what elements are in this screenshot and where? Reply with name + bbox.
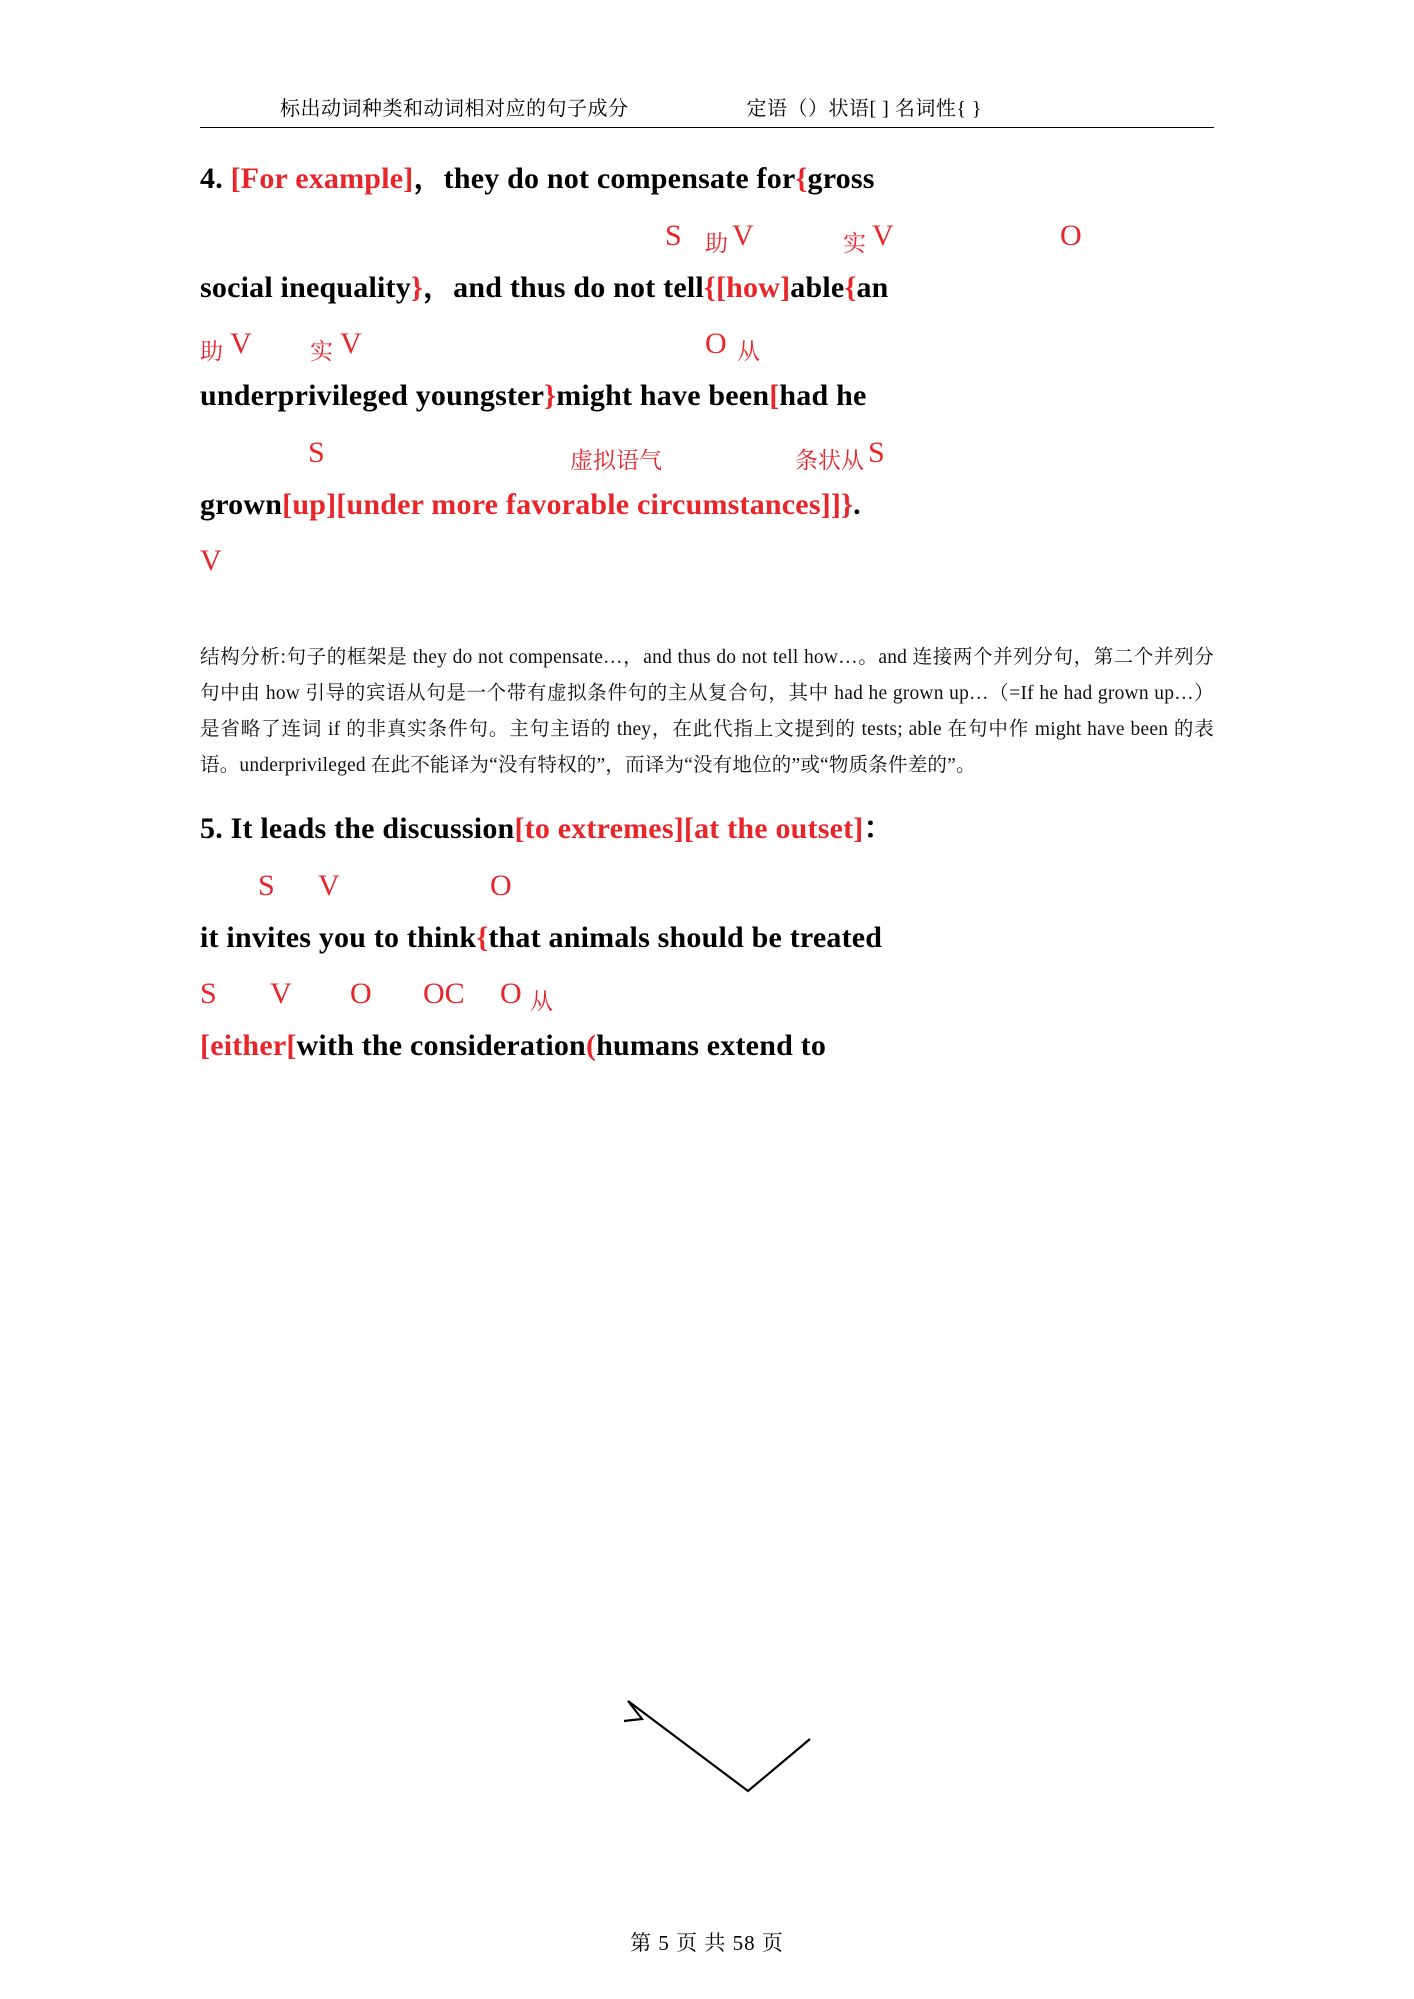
bracket-phrase: [For example] <box>230 162 414 195</box>
annotation-V: V <box>318 868 340 902</box>
annotation-S: S <box>868 435 885 469</box>
plain-text: underprivileged youngster <box>200 379 545 412</box>
bracket-phrase: [either[ <box>200 1029 297 1063</box>
header-right-legend: 定语（）状语[ ] 名词性{ } <box>746 98 983 120</box>
annotation-V: V <box>872 218 894 252</box>
bracket-phrase: [how] <box>715 270 791 304</box>
plain-text: able <box>790 270 845 304</box>
plain-text: ，and thus do not tell <box>422 270 704 304</box>
plain-text: gross <box>807 162 875 195</box>
bracket-phrase: [to extremes][at the outset] <box>514 812 864 846</box>
annotation-subjunctive: 虚拟语气 <box>570 447 662 473</box>
annotation-V: V <box>340 327 362 360</box>
annotation-row <box>200 414 1214 488</box>
sentence-block-5 <box>200 812 1214 1064</box>
sentence-line <box>200 271 1214 306</box>
plain-text: humans extend to <box>596 1029 827 1063</box>
item-number-4: 4. <box>200 162 231 195</box>
handdrawn-arrow-icon <box>620 1695 880 1815</box>
annotation-O: O <box>1060 218 1082 252</box>
plain-text: an <box>856 270 889 304</box>
annotation-S: S <box>200 977 217 1011</box>
annotation-O: O <box>500 977 522 1011</box>
annotation-O: O <box>350 977 372 1011</box>
header-left-text: 标出动词种类和动词相对应的句子成分 <box>280 98 629 120</box>
annotation-V: V <box>270 977 292 1011</box>
plain-text: it invites you to think <box>200 920 477 954</box>
annotation-O: O <box>705 327 727 360</box>
annotation-notional: 实 <box>843 230 866 256</box>
plain-text: . <box>853 487 861 521</box>
annotation-clause: 从 <box>737 339 760 364</box>
brace-close: } <box>841 487 854 521</box>
annotation-O: O <box>490 868 512 902</box>
annotation-V: V <box>230 327 252 360</box>
annotation-S: S <box>258 868 275 902</box>
annotation-row <box>200 955 1214 1029</box>
annotation-row <box>200 197 1214 271</box>
annotation-S: S <box>665 218 682 252</box>
annotation-OC: OC <box>423 977 465 1011</box>
sentence-line <box>200 812 1214 847</box>
brace-close: } <box>544 379 557 412</box>
annotation-clause: 从 <box>530 989 553 1015</box>
plain-text: ： <box>863 812 894 846</box>
plain-text: had he <box>779 379 867 412</box>
annotation-V: V <box>200 544 222 577</box>
structure-analysis-text: 结构分析:句子的框架是 they do not compensate…，and thus do not tell how…。and 连接两个并列分句，第二个并列分句中由 how 引导的宾语从句是一个带有虚拟条件句的主从复合句，其中 had he grown up…（=If he had grown up…）是省略了连词 if 的非真实条件句。主句主语的 they，在此代指上文提到的 tests; able 在句中作 might have been 的表语。underprivileged 在此不能译为“没有特权的”，而译为“没有地位的”或“物质条件差的”。 <box>200 647 1214 777</box>
sentence-line <box>200 379 1214 414</box>
sentence-line <box>200 488 1214 523</box>
annotation-row <box>200 847 1214 921</box>
annotation-row <box>200 305 1214 379</box>
brace-open: { <box>844 270 857 304</box>
plain-text: grown <box>200 487 283 521</box>
brace-close: } <box>410 270 423 304</box>
plain-text: ，they do not compensate for <box>413 162 796 195</box>
plain-text: with the consideration <box>296 1029 586 1063</box>
annotation-conditional-clause: 条状从 <box>795 447 864 473</box>
brace-open: { <box>703 270 716 304</box>
sentence-line <box>200 162 1214 197</box>
bracket-phrase: [up][under more favorable circumstances]] <box>282 487 842 521</box>
plain-text: social inequality <box>200 270 411 304</box>
page-header <box>200 0 1214 121</box>
sentence-block-4 <box>200 162 1214 784</box>
page-footer: 第 5 页 共 58 页 <box>630 1931 784 1955</box>
item-number-5: 5. It leads the discussion <box>200 812 515 846</box>
paren-open: ( <box>585 1029 597 1063</box>
sentence-line <box>200 921 1214 956</box>
annotation-notional: 实 <box>310 339 333 364</box>
brace-open: { <box>476 920 489 954</box>
brace-open: { <box>795 162 808 195</box>
annotation-aux: 助 <box>200 339 223 364</box>
plain-text: might have been <box>556 379 770 412</box>
annotation-aux: 助 <box>705 230 728 256</box>
bracket-open: [ <box>769 379 780 412</box>
annotation-V: V <box>732 218 754 252</box>
header-divider <box>200 127 1214 128</box>
annotation-row <box>200 522 1214 596</box>
document-body <box>200 162 1214 1064</box>
sentence-line <box>200 1029 1214 1064</box>
annotation-S: S <box>308 435 325 469</box>
plain-text: that animals should be treated <box>488 920 883 954</box>
